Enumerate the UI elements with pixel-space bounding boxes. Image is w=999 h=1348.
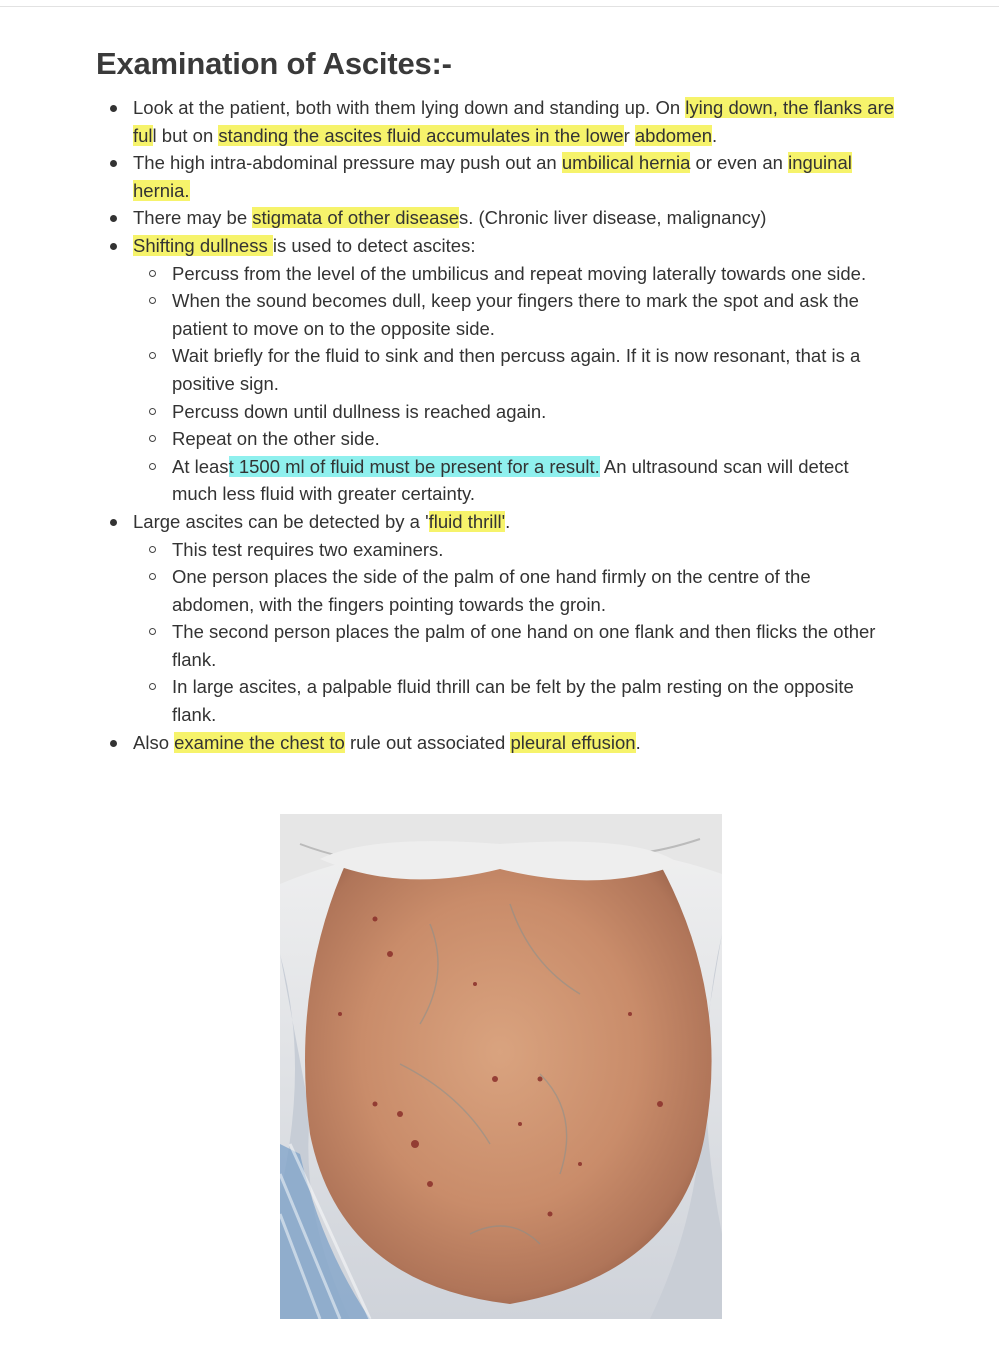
highlighted-text: fluid thrill' xyxy=(428,510,506,532)
text-segment: l but on xyxy=(152,124,219,146)
top-divider xyxy=(0,6,999,7)
text-segment: At leas xyxy=(172,455,229,477)
bullet-item xyxy=(96,204,896,232)
text-segment: s. (Chronic liver disease, malignancy) xyxy=(458,207,767,229)
document-page xyxy=(96,44,896,756)
highlighted-text: umbilical hernia xyxy=(561,152,691,174)
text-segment: Percuss down until dullness is reached again. xyxy=(172,400,547,422)
sub-bullet-item xyxy=(133,287,896,342)
text-segment: . xyxy=(712,124,718,146)
text-segment: rule out associated xyxy=(344,731,511,753)
bullet-text xyxy=(133,729,896,757)
sub-bullet-item xyxy=(133,673,896,728)
text-segment: An ultrasound scan will detect much less fluid with greater certainty. xyxy=(172,455,849,505)
highlighted-text: inguinal hernia. xyxy=(133,152,852,201)
text-segment: Look at the patient, both with them lying down and standing up. On xyxy=(133,97,686,118)
highlighted-text: stigmata of other disease xyxy=(252,207,459,229)
text-segment: r xyxy=(623,124,635,146)
text-segment: There may be xyxy=(133,207,253,229)
text-segment: Also xyxy=(133,731,175,753)
text-segment: is used to detect ascites: xyxy=(272,234,476,256)
highlighted-text: pleural effusion xyxy=(510,731,636,753)
sub-bullet-item xyxy=(133,260,896,288)
text-segment: . xyxy=(505,510,511,532)
highlighted-text: t 1500 ml of fluid must be present for a result. xyxy=(228,455,600,477)
text-segment: The second person places the palm of one hand on one flank and then flicks the other flank. xyxy=(172,621,876,670)
bullet-text xyxy=(133,204,896,232)
bullet-text xyxy=(133,94,896,149)
sub-bullet-list xyxy=(133,260,896,508)
sub-bullet-item xyxy=(133,398,896,426)
page-title: Examination of Ascites:- xyxy=(96,46,452,81)
bullet-item xyxy=(96,729,896,757)
sub-bullet-item xyxy=(133,425,896,453)
bullet-text xyxy=(133,508,896,536)
text-segment: . xyxy=(635,731,641,753)
bullet-item xyxy=(96,94,896,149)
highlighted-text: examine the chest to xyxy=(174,731,345,753)
highlighted-text: standing the ascites fluid accumulates in the lowe xyxy=(218,124,624,146)
highlighted-text: lying down, the flanks are ful xyxy=(133,97,895,146)
sub-bullet-item xyxy=(133,536,896,564)
text-segment: Large ascites can be detected by a ' xyxy=(133,510,429,532)
bullet-item xyxy=(96,232,896,508)
bullet-text xyxy=(133,232,896,260)
text-segment: This test requires two examiners. xyxy=(172,538,444,560)
text-segment: Repeat on the other side. xyxy=(172,428,380,450)
distended-abdomen-photo xyxy=(280,814,722,1319)
text-segment: or even an xyxy=(690,152,789,174)
highlighted-text: Shifting dullness xyxy=(133,234,273,256)
text-segment: The high intra-abdominal pressure may push out an xyxy=(133,152,562,174)
text-segment: Percuss from the level of the umbilicus and repeat moving laterally towards one side. xyxy=(172,262,867,284)
bullet-text xyxy=(133,149,896,204)
bullet-item xyxy=(96,149,896,204)
text-segment: When the sound becomes dull, keep your fingers there to mark the spot and ask the patient to move on to the opposite side. xyxy=(172,290,859,339)
sub-bullet-item xyxy=(133,453,896,508)
text-segment: One person places the side of the palm of one hand firmly on the centre of the abdomen, with the fingers pointing towards the groin. xyxy=(172,566,811,615)
sub-bullet-item xyxy=(133,618,896,673)
bullet-item xyxy=(96,508,896,729)
text-segment: Wait briefly for the fluid to sink and then percuss again. If it is now resonant, that is a positive sign. xyxy=(172,345,861,394)
highlighted-text: abdomen xyxy=(634,124,713,146)
bullet-list xyxy=(96,94,896,756)
text-segment: In large ascites, a palpable fluid thrill can be felt by the palm resting on the opposite flank. xyxy=(172,676,854,726)
sub-bullet-list xyxy=(133,536,896,729)
abdomen-image xyxy=(280,814,722,1319)
sub-bullet-item xyxy=(133,342,896,397)
sub-bullet-item xyxy=(133,563,896,618)
